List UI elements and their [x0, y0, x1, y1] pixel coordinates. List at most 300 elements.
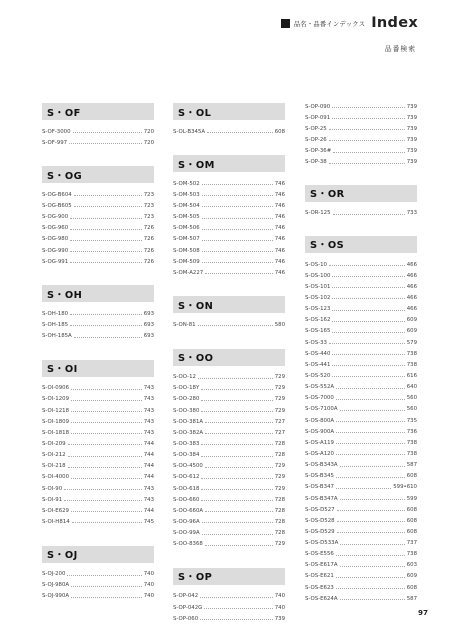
- entry-page: 729: [274, 463, 285, 470]
- dotted-leader: [340, 566, 405, 567]
- entry-code: S-OI-1809: [42, 418, 70, 425]
- entry-page: 739: [406, 159, 417, 166]
- index-entry: [42, 200, 154, 211]
- dotted-leader: [74, 206, 142, 207]
- dotted-leader: [332, 298, 404, 299]
- index-section: [42, 166, 154, 267]
- dotted-leader: [68, 467, 142, 468]
- dotted-leader: [329, 140, 405, 141]
- entry-page: 729: [274, 541, 285, 548]
- header-caption: 品番検索: [384, 45, 416, 53]
- dotted-leader: [73, 132, 142, 133]
- dotted-leader: [68, 444, 142, 445]
- dotted-leader: [340, 544, 404, 545]
- dotted-leader: [332, 287, 404, 288]
- section-heading: S・OF: [42, 103, 154, 120]
- section-heading: S・OG: [42, 166, 154, 183]
- index-entry: [305, 281, 417, 292]
- section-heading: S・ON: [173, 296, 285, 313]
- index-entry: [305, 123, 417, 134]
- entry-page: 728: [274, 518, 285, 525]
- entry-page: 740: [143, 571, 154, 578]
- entry-page: 729: [274, 474, 285, 481]
- entry-code: S-OG-900: [42, 214, 69, 221]
- dotted-leader: [336, 421, 405, 422]
- entry-code: S-OM-504: [173, 202, 200, 209]
- dotted-leader: [337, 510, 405, 511]
- entry-code: S-OP-36#: [305, 148, 332, 155]
- dotted-leader: [70, 325, 142, 326]
- entry-code: S-OO-99A: [173, 530, 200, 537]
- index-entry: [305, 348, 417, 359]
- dotted-leader: [336, 555, 405, 556]
- dotted-leader: [64, 500, 142, 501]
- dotted-leader: [340, 410, 405, 411]
- entry-page: 608: [406, 506, 417, 513]
- entry-code: S-OO-12: [173, 374, 196, 381]
- dotted-leader: [201, 456, 272, 457]
- entry-code: S-OS-E621: [305, 573, 334, 580]
- dotted-leader: [202, 251, 273, 252]
- index-column-2: [173, 103, 285, 642]
- entry-code: S-OP-38: [305, 159, 327, 166]
- section-heading: S・OP: [173, 568, 285, 585]
- entry-page: 739: [406, 114, 417, 121]
- dotted-leader: [336, 399, 405, 400]
- entry-page: 728: [274, 530, 285, 537]
- entry-page: 740: [143, 593, 154, 600]
- entry-code: S-OO-660A: [173, 507, 204, 514]
- entry-page: 726: [143, 225, 154, 232]
- section-heading: S・OO: [173, 349, 285, 366]
- entry-code: S-OS-B345: [305, 473, 334, 480]
- index-entry: [42, 461, 154, 472]
- entry-page: 723: [143, 202, 154, 209]
- entry-code: S-OS-E617A: [305, 562, 338, 569]
- dotted-leader: [336, 443, 405, 444]
- entry-code: S-OI-212: [42, 452, 66, 459]
- index-entry: [42, 472, 154, 483]
- entry-page: 729: [274, 407, 285, 414]
- index-entry: [305, 315, 417, 326]
- index-entry: [42, 516, 154, 527]
- entry-code: S-OS-E623: [305, 584, 334, 591]
- dotted-leader: [329, 129, 405, 130]
- entry-page: 739: [406, 148, 417, 155]
- index-section: [173, 155, 285, 278]
- entry-code: S-OH-180: [42, 310, 69, 317]
- dotted-leader: [198, 325, 273, 326]
- index-entry: [173, 427, 285, 438]
- entry-page: 746: [274, 202, 285, 209]
- index-entry: [305, 112, 417, 123]
- index-entry: [173, 438, 285, 449]
- index-entry: [173, 602, 285, 613]
- entry-code: S-OF-3000: [42, 128, 71, 135]
- dotted-leader: [74, 195, 142, 196]
- index-entry: [305, 101, 417, 112]
- entry-page: 729: [274, 385, 285, 392]
- entry-code: S-OR-125: [305, 210, 331, 217]
- dotted-leader: [74, 337, 142, 338]
- entry-page: 744: [143, 452, 154, 459]
- index-entry: [173, 494, 285, 505]
- section-heading: S・OI: [42, 360, 154, 377]
- entry-page: 603: [406, 562, 417, 569]
- entry-code: S-OS-165: [305, 328, 331, 335]
- entry-code: S-OH-185: [42, 321, 69, 328]
- index-entry: [42, 212, 154, 223]
- index-entry: [173, 539, 285, 550]
- entry-page: 740: [274, 604, 285, 611]
- dotted-leader: [201, 400, 272, 401]
- index-entry: [305, 157, 417, 168]
- index-entry: [305, 270, 417, 281]
- index-section: [305, 236, 417, 604]
- index-entry: [173, 505, 285, 516]
- entry-page: 733: [406, 210, 417, 217]
- section-heading: S・OJ: [42, 546, 154, 563]
- dotted-leader: [202, 218, 273, 219]
- entry-code: S-OS-E556: [305, 551, 334, 558]
- dotted-leader: [71, 411, 142, 412]
- dotted-leader: [336, 388, 405, 389]
- entry-code: S-OM-A227: [173, 269, 204, 276]
- entry-page: 746: [274, 236, 285, 243]
- index-entry: [305, 370, 417, 381]
- entry-code: S-OO-660: [173, 496, 200, 503]
- index-section: [42, 546, 154, 602]
- dotted-leader: [202, 229, 273, 230]
- entry-page: 746: [274, 180, 285, 187]
- index-entry: [173, 256, 285, 267]
- entry-code: S-OO-382A: [173, 429, 204, 436]
- dotted-leader: [201, 489, 272, 490]
- dotted-leader: [336, 588, 405, 589]
- index-entry: [42, 319, 154, 330]
- entry-page: 739: [274, 615, 285, 622]
- entry-code: S-OL-B345A: [173, 128, 206, 135]
- entry-code: S-OI-91: [42, 496, 63, 503]
- entry-code: S-OS-900A: [305, 428, 335, 435]
- entry-code: S-OM-506: [173, 225, 200, 232]
- index-entry: [305, 437, 417, 448]
- index-entry: [305, 134, 417, 145]
- index-entry: [42, 591, 154, 602]
- index-section: [173, 296, 285, 330]
- index-entry: [305, 460, 417, 471]
- index-entry: [42, 405, 154, 416]
- entry-code: S-OG-980: [42, 236, 69, 243]
- dotted-leader: [205, 511, 273, 512]
- dotted-leader: [202, 195, 273, 196]
- entry-page: 738: [406, 439, 417, 446]
- entry-code: S-OS-552A: [305, 384, 335, 391]
- section-heading: S・OS: [305, 236, 417, 253]
- index-entry: [42, 569, 154, 580]
- page-header: [281, 15, 418, 31]
- dotted-leader: [332, 354, 404, 355]
- index-entry: [173, 200, 285, 211]
- index-entry: [42, 331, 154, 342]
- entry-code: S-OO-280: [173, 396, 200, 403]
- index-entry: [173, 461, 285, 472]
- entry-code: S-OG-B604: [42, 191, 72, 198]
- dotted-leader: [71, 511, 142, 512]
- entry-page: 743: [143, 396, 154, 403]
- index-entry: [173, 212, 285, 223]
- entry-page: 738: [406, 350, 417, 357]
- entry-page: 723: [143, 214, 154, 221]
- entry-page: 466: [406, 261, 417, 268]
- entry-code: S-OJ-990A: [42, 593, 70, 600]
- entry-code: S-OS-10: [305, 261, 327, 268]
- index-section: [42, 103, 154, 148]
- entry-code: S-OS-100: [305, 272, 331, 279]
- entry-code: S-ON-81: [173, 321, 196, 328]
- dotted-leader: [201, 478, 272, 479]
- dotted-leader: [329, 163, 405, 164]
- entry-page: 744: [143, 440, 154, 447]
- index-entry: [42, 416, 154, 427]
- entry-page: 466: [406, 283, 417, 290]
- section-heading: S・OM: [173, 155, 285, 172]
- section-heading: S・OR: [305, 185, 417, 202]
- index-section: [42, 285, 154, 341]
- entry-code: S-OO-381A: [173, 418, 204, 425]
- entry-page: 609: [406, 573, 417, 580]
- entry-code: S-OP-060: [173, 615, 199, 622]
- entry-page: 744: [143, 507, 154, 514]
- dotted-leader: [202, 184, 273, 185]
- index-entry: [305, 415, 417, 426]
- entry-code: S-OJ-980A: [42, 582, 70, 589]
- entry-code: S-OI-90: [42, 485, 63, 492]
- index-entry: [42, 483, 154, 494]
- index-entry: [173, 223, 285, 234]
- dotted-leader: [336, 454, 405, 455]
- dotted-leader: [332, 107, 405, 108]
- entry-page: 743: [143, 418, 154, 425]
- header-square-icon: [281, 19, 290, 28]
- entry-page: 743: [143, 485, 154, 492]
- entry-code: S-OO-96A: [173, 518, 200, 525]
- index-entry: [173, 319, 285, 330]
- entry-page: 599: [406, 495, 417, 502]
- dotted-leader: [329, 343, 405, 344]
- entry-page: 735: [406, 417, 417, 424]
- index-entry: [305, 538, 417, 549]
- index-section: [173, 103, 285, 137]
- entry-code: S-OS-102: [305, 294, 331, 301]
- entry-page: 746: [274, 258, 285, 265]
- entry-page: 728: [274, 440, 285, 447]
- dotted-leader: [200, 619, 273, 620]
- index-entry: [305, 448, 417, 459]
- index-entry: [173, 472, 285, 483]
- entry-code: S-OG-B605: [42, 202, 72, 209]
- dotted-leader: [336, 577, 405, 578]
- dotted-leader: [202, 522, 273, 523]
- index-entry: [305, 593, 417, 604]
- entry-code: S-OO-612: [173, 474, 200, 481]
- entry-code: S-OI-0906: [42, 385, 70, 392]
- entry-code: S-OM-507: [173, 236, 200, 243]
- entry-code: S-OO-384: [173, 452, 200, 459]
- header-title: Index: [371, 15, 418, 31]
- index-entry: [42, 308, 154, 319]
- entry-code: S-OG-990: [42, 247, 69, 254]
- entry-code: S-OP-042: [173, 593, 199, 600]
- entry-code: S-OM-508: [173, 247, 200, 254]
- entry-page: 746: [274, 225, 285, 232]
- index-entry: [305, 304, 417, 315]
- dotted-leader: [67, 575, 141, 576]
- entry-code: S-OS-440: [305, 350, 331, 357]
- entry-code: S-OS-7100A: [305, 406, 338, 413]
- entry-page: 720: [143, 128, 154, 135]
- entry-page: 608: [406, 528, 417, 535]
- index-entry: [305, 526, 417, 537]
- dotted-leader: [71, 400, 142, 401]
- entry-code: S-OS-A119: [305, 439, 334, 446]
- index-entry: [42, 427, 154, 438]
- entry-page: 739: [406, 136, 417, 143]
- entry-page: 587: [406, 462, 417, 469]
- dotted-leader: [205, 433, 273, 434]
- dotted-leader: [70, 314, 142, 315]
- dotted-leader: [329, 265, 405, 266]
- index-entry: [173, 267, 285, 278]
- index-entry: [305, 471, 417, 482]
- dotted-leader: [340, 466, 405, 467]
- entry-page: 599•610: [393, 484, 417, 491]
- dotted-leader: [332, 118, 405, 119]
- entry-code: S-OS-B347: [305, 484, 334, 491]
- index-entry: [42, 256, 154, 267]
- entry-code: S-OI-E629: [42, 507, 69, 514]
- entry-code: S-OP-091: [305, 114, 331, 121]
- section-heading: S・OL: [173, 103, 285, 120]
- index-entry: [42, 505, 154, 516]
- index-section: [305, 185, 417, 219]
- entry-code: S-OS-D533A: [305, 540, 339, 547]
- dotted-leader: [201, 500, 272, 501]
- entry-code: S-OS-162: [305, 317, 331, 324]
- entry-page: 746: [274, 269, 285, 276]
- dotted-leader: [337, 521, 405, 522]
- entry-code: S-OS-B347A: [305, 495, 338, 502]
- dotted-leader: [71, 433, 142, 434]
- entry-page: 466: [406, 294, 417, 301]
- dotted-leader: [202, 206, 273, 207]
- index-section: [173, 349, 285, 550]
- index-section: [305, 101, 417, 168]
- entry-page: 609: [406, 328, 417, 335]
- entry-code: S-OM-503: [173, 191, 200, 198]
- dotted-leader: [71, 478, 142, 479]
- index-entry: [305, 382, 417, 393]
- entry-code: S-OG-960: [42, 225, 69, 232]
- entry-page: 729: [274, 396, 285, 403]
- entry-page: 743: [143, 429, 154, 436]
- entry-page: 728: [274, 496, 285, 503]
- entry-page: 723: [143, 191, 154, 198]
- entry-page: 726: [143, 247, 154, 254]
- entry-code: S-OS-A120: [305, 450, 334, 457]
- dotted-leader: [202, 262, 273, 263]
- dotted-leader: [205, 467, 273, 468]
- dotted-leader: [71, 597, 142, 598]
- index-entry: [305, 146, 417, 157]
- entry-page: 743: [143, 496, 154, 503]
- entry-page: 729: [274, 374, 285, 381]
- index-entry: [173, 613, 285, 624]
- index-entry: [42, 137, 154, 148]
- entry-page: 728: [274, 452, 285, 459]
- dotted-leader: [332, 321, 404, 322]
- dotted-leader: [64, 489, 142, 490]
- index-entry: [305, 326, 417, 337]
- entry-page: 738: [406, 551, 417, 558]
- index-entry: [42, 580, 154, 591]
- entry-code: S-OI-4000: [42, 474, 70, 481]
- index-entry: [173, 416, 285, 427]
- index-entry: [305, 504, 417, 515]
- index-entry: [173, 591, 285, 602]
- entry-code: S-OI-218: [42, 463, 66, 470]
- entry-page: 738: [406, 450, 417, 457]
- entry-code: S-OJ-200: [42, 571, 66, 578]
- dotted-leader: [336, 432, 405, 433]
- index-entry: [42, 126, 154, 137]
- dotted-leader: [205, 273, 272, 274]
- entry-page: 608: [406, 584, 417, 591]
- index-entry: [42, 438, 154, 449]
- index-entry: [305, 549, 417, 560]
- dotted-leader: [336, 477, 405, 478]
- index-entry: [42, 245, 154, 256]
- index-entry: [305, 259, 417, 270]
- entry-code: S-OM-509: [173, 258, 200, 265]
- dotted-leader: [333, 214, 405, 215]
- index-entry: [173, 528, 285, 539]
- index-entry: [305, 393, 417, 404]
- entry-code: S-OH-185A: [42, 333, 72, 340]
- dotted-leader: [198, 378, 273, 379]
- index-entry: [305, 560, 417, 571]
- entry-page: 580: [274, 321, 285, 328]
- index-entry: [42, 450, 154, 461]
- entry-code: S-OS-123: [305, 306, 331, 313]
- entry-code: S-OS-D528: [305, 517, 335, 524]
- entry-page: 466: [406, 306, 417, 313]
- entry-page: 727: [274, 429, 285, 436]
- entry-code: S-OG-991: [42, 258, 69, 265]
- entry-code: S-OM-505: [173, 214, 200, 221]
- index-entry: [173, 383, 285, 394]
- entry-page: 739: [406, 103, 417, 110]
- dotted-leader: [202, 534, 273, 535]
- entry-page: 743: [143, 407, 154, 414]
- dotted-leader: [340, 599, 405, 600]
- dotted-leader: [70, 240, 142, 241]
- entry-code: S-OP-26: [305, 136, 327, 143]
- index-entry: [173, 245, 285, 256]
- entry-code: S-OP-25: [305, 125, 327, 132]
- dotted-leader: [201, 411, 272, 412]
- index-entry: [305, 515, 417, 526]
